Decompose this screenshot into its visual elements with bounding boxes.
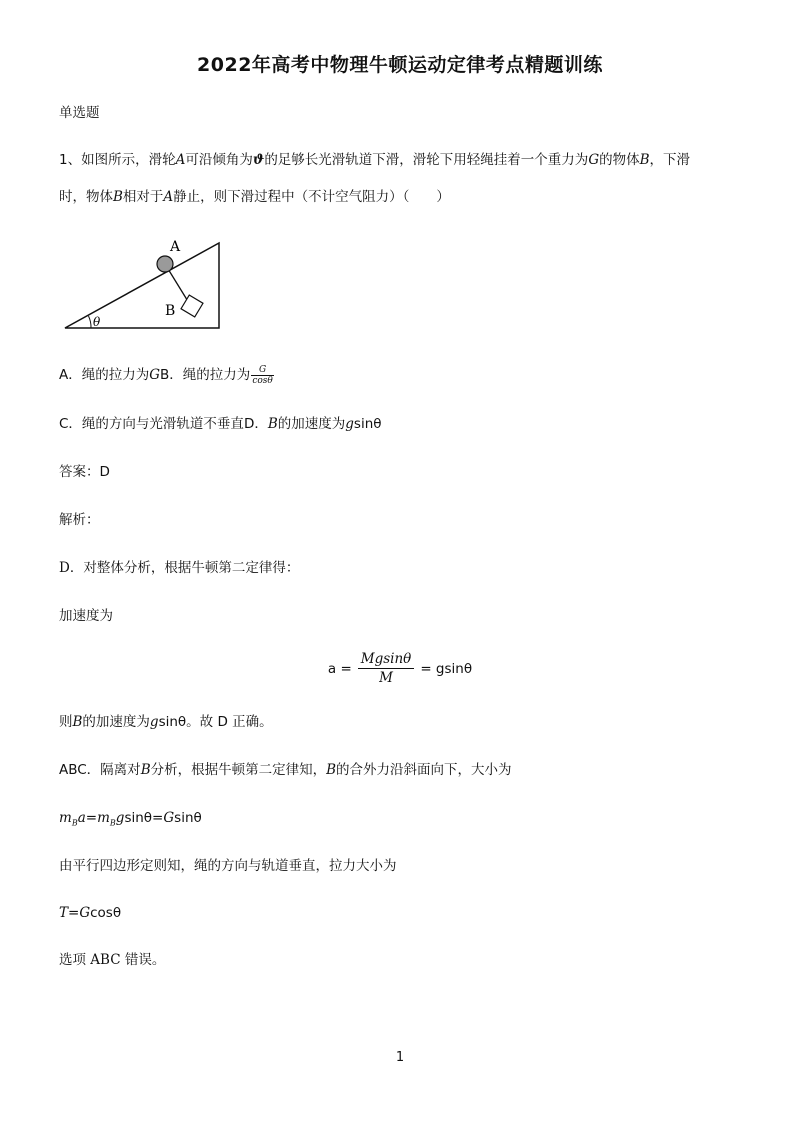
fraction-denominator: cosθ <box>252 376 273 386</box>
var-a: A <box>163 189 174 205</box>
fraction-numerator: G <box>251 365 274 376</box>
var-g: G <box>79 905 91 921</box>
equals-sign: = <box>68 905 80 921</box>
sin-theta: sinθ <box>353 416 382 432</box>
var-b: B <box>140 762 151 778</box>
question-text: 相对于 <box>122 189 164 205</box>
var-b: B <box>113 189 123 205</box>
var-g-small: g <box>115 810 125 826</box>
var-b: B <box>326 762 337 778</box>
parallel-line: 由平行四边形定则知，绳的方向与轨道垂直，拉力大小为 <box>59 858 397 874</box>
question-text: ，下滑 <box>649 152 691 168</box>
sin-theta: sinθ <box>174 810 202 826</box>
var-a: A <box>175 152 186 168</box>
equation-tension <box>59 903 121 923</box>
page-title: 2022年高考中物理牛顿运动定律考点精题训练 <box>197 54 603 76</box>
abc-text: 分析，根据牛顿第二定律知， <box>150 762 327 778</box>
option-a: A．绳的拉力为 <box>59 367 150 383</box>
formula-numerator: Mgsinθ <box>358 650 415 669</box>
acceleration-formula <box>0 650 800 687</box>
question-text: 的物体 <box>599 152 640 168</box>
accel-intro: 加速度为 <box>59 608 113 624</box>
var-b: B <box>72 714 83 730</box>
question-line-2 <box>59 187 450 207</box>
question-text: 时，物体 <box>59 189 113 205</box>
incline-diagram <box>59 235 229 335</box>
var-g-small: g <box>345 416 354 432</box>
var-g-small: g <box>149 714 159 730</box>
question-number: 1、 <box>59 152 82 168</box>
sin-theta: sinθ= <box>124 810 164 826</box>
analysis-d-line: D．对整体分析，根据牛顿第二定律得： <box>59 560 300 576</box>
formula-denominator: M <box>379 670 393 686</box>
result-line <box>59 712 273 732</box>
pulley-a <box>157 256 173 272</box>
option-b: B．绳的拉力为 <box>160 367 251 383</box>
var-g: G <box>149 367 161 383</box>
question-text: 可沿倾角为 <box>185 152 253 168</box>
question-line-1 <box>59 150 690 170</box>
question-text: 静止，则下滑过程中（不计空气阻力）（ ） <box>173 189 450 205</box>
cos-theta: cosθ <box>90 905 122 921</box>
theta-label: θ <box>93 315 101 329</box>
var-g: G <box>588 152 600 168</box>
equation-ma <box>59 808 202 834</box>
option-c: C．绳的方向与光滑轨道不垂直 <box>59 416 244 432</box>
abc-text: ABC．隔离对 <box>59 762 141 778</box>
formula-lhs: a = <box>327 660 352 677</box>
question-text: 如图所示，滑轮 <box>81 152 176 168</box>
answer-label: 答案：D <box>59 464 110 480</box>
subscript-b: B <box>71 818 78 828</box>
label-a: A <box>170 239 181 255</box>
abc-line <box>59 760 512 780</box>
result-text: 则 <box>59 714 73 730</box>
formula-fraction <box>358 650 415 687</box>
option-d: D． <box>243 416 268 432</box>
section-heading: 单选题 <box>59 105 100 121</box>
var-a-small: a <box>77 810 86 826</box>
var-m: m <box>97 810 110 826</box>
subscript-b: B <box>109 818 116 828</box>
var-t: T <box>59 905 69 921</box>
question-text: 的足够长光滑轨道下滑，滑轮下用轻绳挂着一个重力为 <box>264 152 589 168</box>
formula-rhs: = gsinθ <box>420 660 473 677</box>
result-text: sinθ。故 D 正确。 <box>158 714 273 730</box>
options-cd <box>59 414 382 434</box>
fraction-g-over-cos <box>251 365 274 386</box>
var-g: G <box>163 810 175 826</box>
var-theta: ϑ <box>252 152 265 168</box>
analysis-label: 解析： <box>59 512 100 528</box>
page-number: 1 <box>395 1050 405 1065</box>
option-text: 的加速度为 <box>277 416 346 432</box>
var-b: B <box>267 416 278 432</box>
angle-arc <box>89 316 92 328</box>
var-m: m <box>59 810 72 826</box>
equals-sign: = <box>85 810 98 826</box>
result-text: 的加速度为 <box>82 714 150 730</box>
var-b: B <box>639 152 650 168</box>
abc-text: 的合外力沿斜面向下，大小为 <box>336 762 512 778</box>
block-b <box>181 295 203 317</box>
options-ab <box>59 365 274 386</box>
conclusion-line: 选项 ABC 错误。 <box>59 952 166 968</box>
label-b: B <box>165 303 176 319</box>
